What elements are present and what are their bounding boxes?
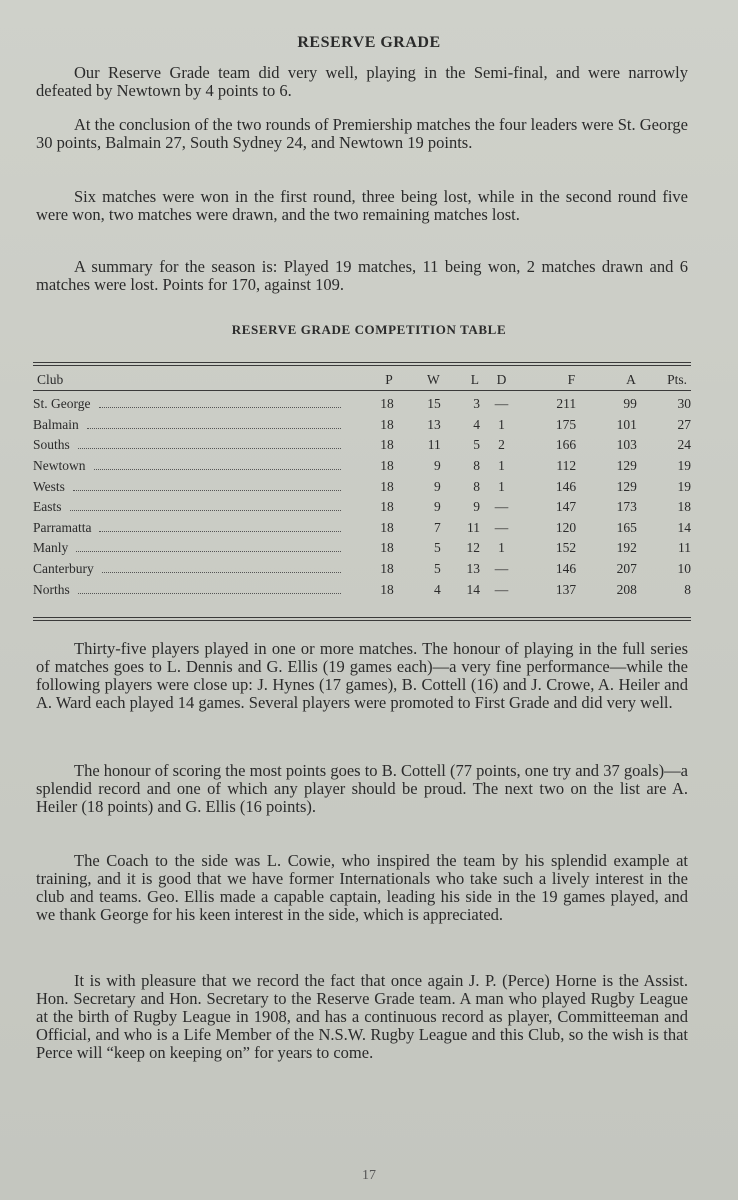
table-bottom-rule — [33, 617, 691, 618]
cell-played: 18 — [380, 499, 394, 515]
cell-lost: 11 — [467, 519, 480, 535]
cell-played: 18 — [380, 561, 394, 577]
table-row — [33, 518, 691, 539]
cell-club-name — [33, 538, 351, 559]
cell-points: 14 — [677, 519, 691, 535]
cell-points-against: 192 — [616, 540, 637, 556]
cell-won: 4 — [434, 581, 441, 597]
cell-points-for: 146 — [555, 478, 577, 494]
cell-points: 24 — [677, 437, 691, 453]
dot-leader — [102, 572, 341, 573]
cell-club-name — [33, 394, 351, 415]
cell-points: 30 — [677, 396, 691, 412]
club-name-text: Manly — [33, 540, 69, 556]
table-row — [33, 538, 691, 559]
cell-lost: 14 — [466, 581, 480, 597]
paragraph-players: Thirty-five players played in one or more matches. The honour of playing in the full series of matches goes to L. Dennis and G. Ellis (19 games each)—a very fine performance—while the following players were close up: J. Hynes (17 games), B. Cottell (16) and J. Crowe, A. Heiler and A. Ward each played 14 games. Several players were promoted to First Grade and did very well. — [36, 639, 688, 712]
dot-leader — [94, 469, 341, 470]
cell-points-against: 165 — [616, 519, 637, 535]
paragraph-summary: A summary for the season is: Played 19 matches, 11 being won, 2 matches drawn and 6 matches were lost. Points for 170, against 109. — [36, 257, 688, 294]
header-for: F — [567, 372, 576, 387]
page-heading: RESERVE GRADE — [297, 34, 441, 51]
club-name-text: Balmain — [33, 416, 79, 432]
cell-drawn: — — [494, 499, 509, 515]
cell-won: 9 — [434, 458, 441, 474]
cell-points-against: 208 — [616, 581, 637, 597]
cell-drawn: — — [494, 396, 509, 412]
paragraph-semifinal: Our Reserve Grade team did very well, playing in the Semi-final, and were narrowly defeated by Newtown by 4 points to 6. — [36, 63, 688, 100]
header-club: Club — [37, 372, 64, 387]
club-name-text: St. George — [33, 396, 91, 412]
cell-won: 9 — [434, 478, 441, 494]
dot-leader — [78, 448, 341, 449]
cell-points-against: 103 — [616, 437, 637, 453]
club-name-text: Souths — [33, 437, 70, 453]
cell-played: 18 — [380, 437, 394, 453]
cell-drawn: 1 — [498, 478, 505, 494]
cell-won: 9 — [434, 499, 441, 515]
cell-points: 18 — [677, 499, 691, 515]
cell-club-name — [33, 579, 351, 600]
header-lost: L — [470, 372, 479, 387]
cell-lost: 3 — [473, 396, 480, 412]
table-row — [33, 456, 691, 477]
cell-played: 18 — [380, 581, 394, 597]
club-name-text: Wests — [33, 478, 65, 494]
cell-points-for: 112 — [556, 458, 577, 474]
cell-points: 19 — [677, 458, 691, 474]
cell-drawn: — — [494, 561, 509, 577]
header-drawn: D — [496, 372, 507, 387]
cell-drawn: 1 — [498, 540, 505, 556]
cell-won: 5 — [434, 561, 441, 577]
table-row — [33, 579, 691, 600]
table-row — [33, 394, 691, 415]
cell-won: 13 — [427, 416, 441, 432]
competition-table — [33, 366, 691, 600]
club-name-text: Norths — [33, 581, 70, 597]
cell-lost: 8 — [473, 458, 480, 474]
dot-leader — [70, 510, 341, 511]
cell-club-name — [33, 456, 351, 477]
cell-lost: 4 — [473, 416, 480, 432]
cell-points: 19 — [677, 478, 691, 494]
cell-club-name — [33, 559, 351, 580]
cell-club-name — [33, 415, 351, 436]
table-body — [33, 394, 691, 600]
cell-points-for: 152 — [555, 540, 577, 556]
dot-leader — [87, 428, 341, 429]
cell-played: 18 — [380, 478, 394, 494]
dot-leader — [78, 593, 341, 594]
table-row — [33, 476, 691, 497]
cell-club-name — [33, 476, 351, 497]
dot-leader — [99, 407, 341, 408]
table-bottom-rule-2 — [33, 620, 691, 621]
dot-leader — [76, 551, 340, 552]
cell-points-for: 147 — [555, 499, 577, 515]
table-row — [33, 435, 691, 456]
dot-leader — [73, 490, 341, 491]
paragraph-premiership: At the conclusion of the two rounds of Premiership matches the four leaders were St. George 30 points, Balmain 27, South Sydney 24, and Newtown 19 points. — [36, 115, 688, 152]
cell-points-for: 166 — [555, 437, 577, 453]
table-title: RESERVE GRADE COMPETITION TABLE — [231, 322, 507, 337]
cell-points-against: 101 — [616, 416, 637, 432]
cell-won: 11 — [427, 437, 441, 453]
cell-won: 15 — [427, 396, 441, 412]
cell-won: 5 — [434, 540, 441, 556]
cell-points: 11 — [678, 540, 691, 556]
table-row — [33, 415, 691, 436]
paragraph-horne: It is with pleasure that we record the fact that once again J. P. (Perce) Horne is the Assist. Hon. Secretary and Hon. Secretary to the Reserve Grade team. A man who played Rugby League at the birth of Rugby League in 1908, and has a continuous record as player, Committeeman and Official, and who is a Life Member of the N.S.W. Rugby League and this Club, so the wish is that Perce will “keep on keeping on” for years to come. — [36, 971, 688, 1062]
cell-points-against: 129 — [616, 458, 637, 474]
cell-drawn: — — [494, 519, 509, 535]
cell-lost: 12 — [466, 540, 480, 556]
cell-points-for: 120 — [555, 519, 577, 535]
cell-points-against: 173 — [616, 499, 637, 515]
table-top-rule — [33, 362, 691, 363]
cell-drawn: 2 — [498, 437, 505, 453]
cell-points-for: 211 — [556, 396, 577, 412]
cell-points-against: 207 — [616, 561, 637, 577]
cell-points-for: 137 — [555, 581, 577, 597]
cell-lost: 8 — [473, 478, 480, 494]
club-name-text: Easts — [33, 499, 62, 515]
cell-drawn: 1 — [498, 458, 505, 474]
cell-points-against: 129 — [616, 478, 637, 494]
header-won: W — [427, 372, 440, 387]
cell-played: 18 — [380, 416, 394, 432]
cell-points: 10 — [677, 561, 691, 577]
paragraph-scoring: The honour of scoring the most points goes to B. Cottell (77 points, one try and 37 goals)—a splendid record and one of which any player should be proud. The next two on the list are A. Heiler (18 points) and G. Ellis (16 points). — [36, 761, 688, 816]
cell-played: 18 — [380, 519, 394, 535]
cell-club-name — [33, 518, 351, 539]
cell-club-name — [33, 497, 351, 518]
table-row — [33, 497, 691, 518]
cell-points-for: 146 — [555, 561, 577, 577]
cell-played: 18 — [380, 396, 394, 412]
cell-drawn: — — [494, 581, 509, 597]
cell-points: 8 — [684, 581, 691, 597]
cell-won: 7 — [434, 519, 441, 535]
cell-points-against: 99 — [623, 396, 637, 412]
page-number: 17 — [362, 1168, 376, 1183]
header-against: A — [626, 372, 636, 387]
cell-club-name — [33, 435, 351, 456]
cell-played: 18 — [380, 540, 394, 556]
table-row — [33, 559, 691, 580]
header-played: P — [385, 372, 393, 387]
paragraph-coach: The Coach to the side was L. Cowie, who inspired the team by his splendid example at training, and it is good that we have former Internationals who take such a lively interest in the club and teams. Geo. Ellis made a capable captain, leading his side in the 19 games played, and we thank George for his keen interest in the side, which is appreciated. — [36, 851, 688, 924]
cell-lost: 5 — [473, 437, 480, 453]
cell-drawn: 1 — [498, 416, 505, 432]
dot-leader — [99, 531, 340, 532]
header-points: Pts. — [667, 372, 687, 387]
club-name-text: Parramatta — [33, 519, 92, 535]
cell-points: 27 — [677, 416, 691, 432]
club-name-text: Canterbury — [33, 561, 94, 577]
paragraph-rounds: Six matches were won in the first round, three being lost, while in the second round five were won, two matches were drawn, and the two remaining matches lost. — [36, 187, 688, 224]
cell-lost: 9 — [473, 499, 480, 515]
cell-played: 18 — [380, 458, 394, 474]
cell-lost: 13 — [466, 561, 480, 577]
club-name-text: Newtown — [33, 458, 86, 474]
table-header-rule — [33, 390, 691, 391]
cell-points-for: 175 — [555, 416, 577, 432]
